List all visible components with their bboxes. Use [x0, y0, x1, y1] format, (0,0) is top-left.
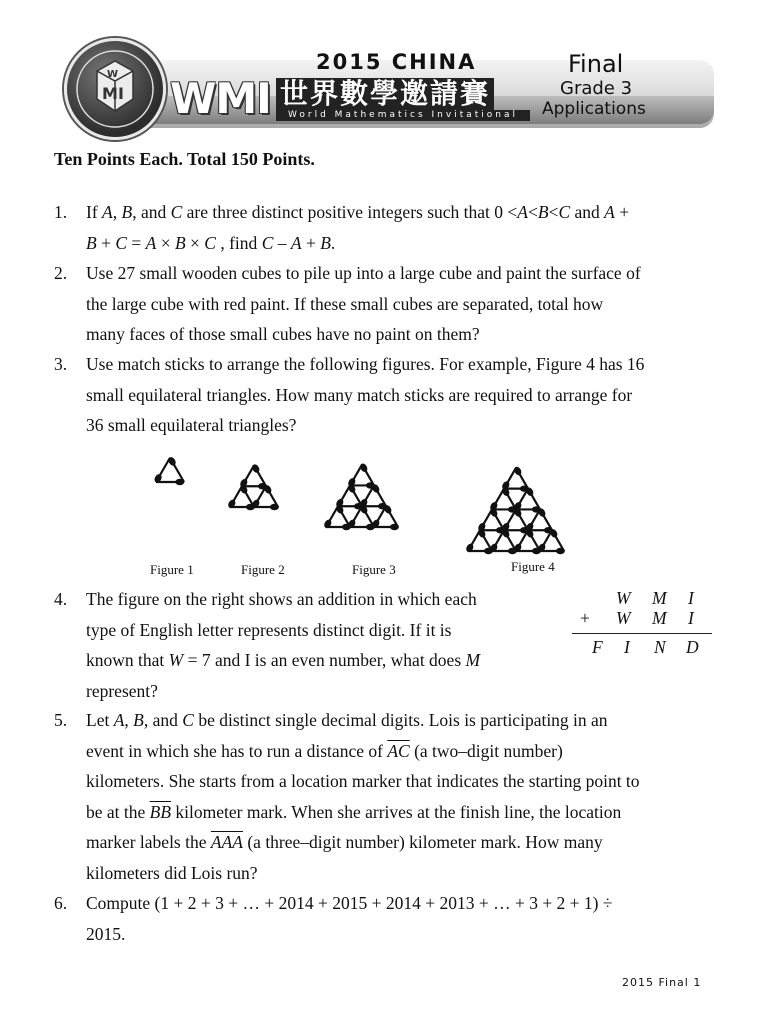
wmi-wordmark: WMI [170, 74, 271, 123]
question-number: 3. [54, 354, 68, 374]
question-line: marker labels the $\overline{AAA}$ (a three–digit number) kilometer mark. How many [86, 832, 603, 852]
question-line: many faces of those small cubes have no paint on them? [86, 324, 480, 344]
category-label: Applications [542, 99, 646, 119]
header-banner [54, 30, 714, 132]
digit-letter: D [686, 637, 699, 657]
matchstick-head [246, 504, 255, 510]
page-footer: 2015 Final 1 [622, 976, 702, 989]
question-line: If A, B, and C are three distinct positive integers such that 0 <A<B<C and A + [86, 202, 630, 222]
digit-letter: I [688, 608, 694, 628]
question-line: The figure on the right shows an addition in which each [86, 589, 477, 609]
digit-letter: W [616, 608, 631, 628]
question-line: 36 small equilateral triangles? [86, 415, 297, 435]
addition-figure [572, 588, 712, 664]
question-line: Use 27 small wooden cubes to pile up into a large cube and paint the surface of [86, 263, 641, 283]
figure-1 [153, 456, 184, 485]
digit-letter: W [616, 588, 631, 608]
svg-text:I: I [118, 84, 124, 103]
addend-row-2 [572, 608, 712, 632]
question-line: represent? [86, 680, 158, 701]
figure-2 [227, 463, 279, 510]
question-line: known that W = 7 and I is an even number, what does M [86, 650, 481, 670]
matchstick-head [556, 548, 565, 554]
matchstick-head [508, 548, 517, 554]
matchstick-head [342, 524, 351, 530]
grade-label: Grade 3 [560, 78, 633, 99]
round-title: Final [568, 50, 624, 78]
question-6 [54, 888, 714, 949]
year-title: 2015 CHINA [316, 50, 477, 74]
question-line: Compute (1 + 2 + 3 + … + 2014 + 2015 + 2014 + 2013 + … + 3 + 2 + 1) ÷ [86, 893, 613, 913]
figure-caption: Figure 4 [511, 559, 555, 574]
question-2 [54, 258, 714, 350]
question-number: 6. [54, 893, 68, 913]
question-number: 4. [54, 589, 68, 609]
matchstick-head [390, 524, 399, 530]
matchstick-head [484, 548, 493, 554]
digit-letter: M [652, 588, 667, 608]
question-number: 2. [54, 263, 68, 283]
question-line: B + C = A × B × C , find C – A + B. [86, 232, 336, 253]
matchstick-head [175, 479, 184, 485]
matchstick-head [270, 504, 279, 510]
question-line: event in which she has to run a distance of $\overline{AC}$ (a two–digit number) [86, 740, 563, 761]
digit-letter: I [688, 588, 694, 608]
matchstick-head [532, 548, 541, 554]
question-1 [54, 197, 714, 258]
sum-result-row [572, 637, 712, 661]
digit-letter: M [652, 608, 667, 628]
digit-letter: I [624, 637, 630, 657]
digit-letter: N [654, 637, 666, 657]
english-competition-name: World Mathematics Invitational [276, 110, 530, 121]
matchstick-figures [148, 452, 608, 582]
question-line: be at the $\overline{BB}$ kilometer mark. When she arrives at the finish line, the location [86, 801, 622, 822]
question-3 [54, 349, 714, 441]
figure-caption: Figure 2 [241, 562, 285, 577]
matchstick-head [366, 524, 375, 530]
question-line: 2015. [86, 923, 126, 944]
question-5 [54, 705, 714, 888]
chinese-competition-name: 世界數學邀請賽 [276, 78, 494, 110]
question-4 [54, 584, 534, 706]
figure-caption: Figure 3 [352, 562, 396, 577]
question-line: Use match sticks to arrange the following figures. For example, Figure 4 has 16 [86, 354, 645, 374]
plus-sign: + [580, 608, 590, 628]
wmi-seal-logo [64, 38, 166, 140]
question-line: the large cube with red paint. If these small cubes are separated, total how [86, 293, 604, 314]
svg-text:W: W [107, 69, 119, 80]
section-title: Ten Points Each. Total 150 Points. [54, 149, 315, 169]
question-line: kilometers did Lois run? [86, 862, 258, 883]
question-line: kilometers. She starts from a location marker that indicates the starting point to [86, 771, 640, 791]
sum-rule-line [572, 633, 712, 634]
digit-letter: F [592, 637, 603, 657]
figure-caption: Figure 1 [150, 562, 194, 577]
question-number: 5. [54, 710, 68, 730]
figure-3 [323, 462, 399, 530]
figure-4 [465, 465, 565, 554]
matchstick-triangles-drawing [148, 452, 608, 557]
question-line: small equilateral triangles. How many match sticks are required to arrange for [86, 384, 633, 405]
question-line: type of English letter represents distinct digit. If it is [86, 619, 452, 640]
svg-text:M: M [102, 84, 118, 103]
question-line: Let A, B, and C be distinct single decimal digits. Lois is participating in an [86, 710, 608, 730]
question-number: 1. [54, 202, 68, 222]
